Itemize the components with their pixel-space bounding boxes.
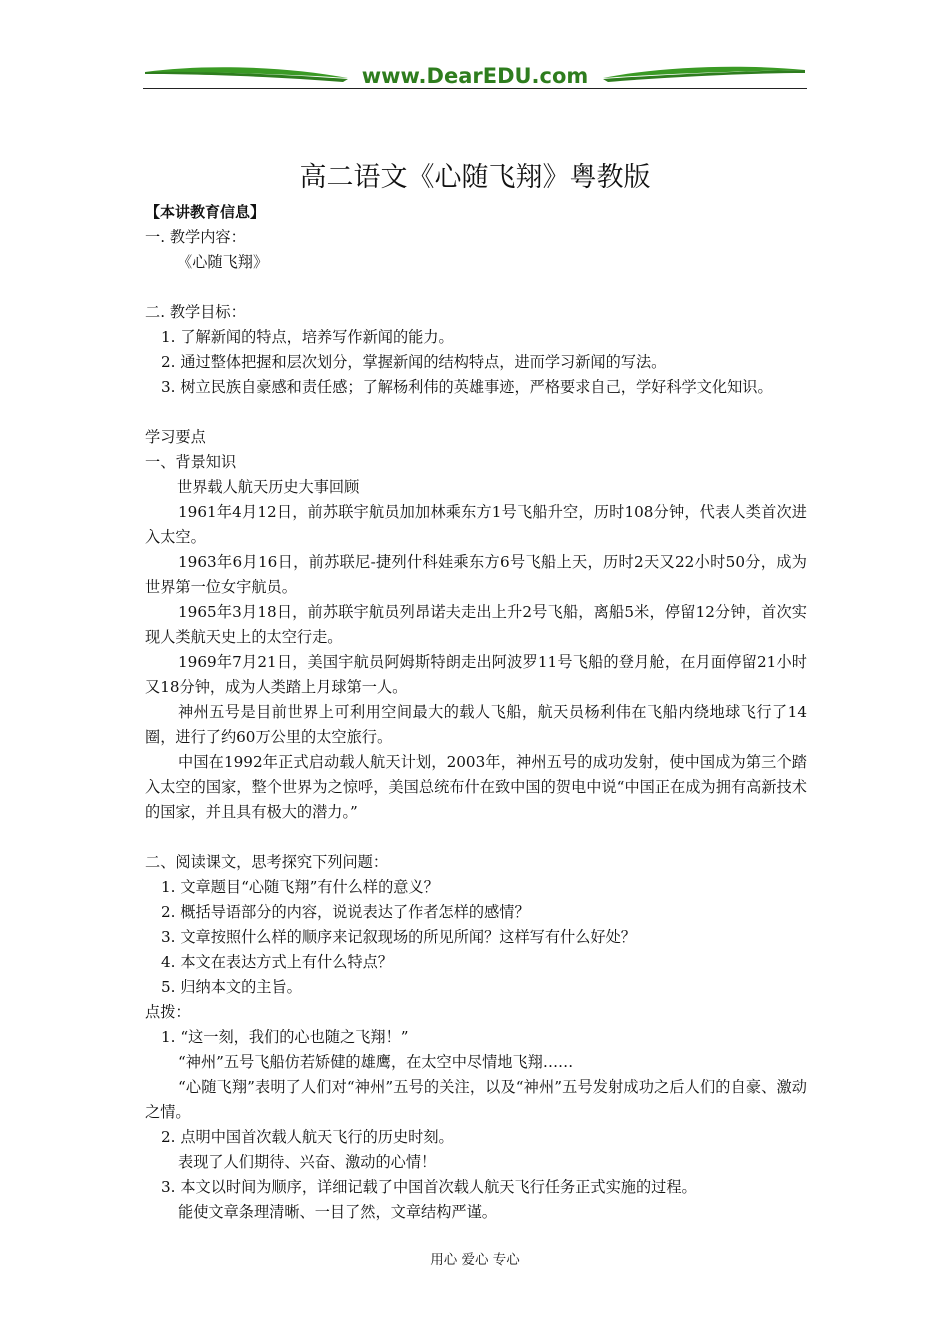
hint-text: “神州”五号飞船仿若矫健的雄鹰，在太空中尽情地飞翔…… xyxy=(178,1053,574,1071)
reading-heading: 二、阅读课文，思考探究下列问题： xyxy=(145,853,388,871)
history-paragraph: 神州五号是目前世界上可利用空间最大的载人飞船，航天员杨利伟在飞船内绕地球飞行了14圈，进行了约60万公里的太空旅行。 xyxy=(145,703,807,746)
history-paragraph: 1969年7月21日，美国宇航员阿姆斯特朗走出阿波罗11号飞船的登月舱，在月面停留21小时又18分钟，成为人类踏上月球第一人。 xyxy=(145,653,807,696)
teaching-content-heading: 一. 教学内容： xyxy=(145,228,246,246)
history-paragraph: 中国在1992年正式启动载人航天计划，2003年，神州五号的成功发射，使中国成为第三个踏入太空的国家，整个世界为之惊呼，美国总统布什在致中国的贺电中说“中国正在成为拥有高新技术的国家，并且具有极大的潜力。” xyxy=(145,753,807,821)
site-logo-text: www.DearEDU.com xyxy=(361,64,589,88)
history-subheading: 世界载人航天历史大事回顾 xyxy=(177,478,360,496)
section-heading: 【本讲教育信息】 xyxy=(145,203,266,221)
question-item: 1. 文章题目“心随飞翔”有什么样的意义？ xyxy=(161,878,439,896)
hint-text: “心随飞翔”表明了人们对“神州”五号的关注，以及“神州”五号发射成功之后人们的自豪、激动之情。 xyxy=(145,1078,807,1121)
hints-heading: 点拨： xyxy=(145,1003,191,1021)
goal-item: 2. 通过整体把握和层次划分，掌握新闻的结构特点，进而学习新闻的写法。 xyxy=(161,353,667,371)
hint-item: 2. 点明中国首次载人航天飞行的历史时刻。 xyxy=(161,1128,454,1146)
header-divider xyxy=(143,88,807,89)
question-item: 5. 归纳本文的主旨。 xyxy=(161,978,302,996)
goal-item: 1. 了解新闻的特点，培养写作新闻的能力。 xyxy=(161,328,454,346)
question-item: 2. 概括导语部分的内容，说说表达了作者怎样的感情？ xyxy=(161,903,530,921)
document-title: 高二语文《心随飞翔》粤教版 xyxy=(299,162,651,193)
key-points-heading: 学习要点 xyxy=(145,428,206,446)
question-item: 4. 本文在表达方式上有什么特点？ xyxy=(161,953,393,971)
question-item: 3. 文章按照什么样的顺序来记叙现场的所见所闻？这样写有什么好处？ xyxy=(161,928,636,946)
history-paragraph: 1965年3月18日，前苏联宇航员列昂诺夫走出上升2号飞船，离船5米，停留12分钟，首次实现人类航天史上的太空行走。 xyxy=(145,603,807,646)
hint-item: 1. “这一刻，我们的心也随之飞翔！” xyxy=(161,1028,409,1046)
hint-item: 3. 本文以时间为顺序，详细记载了中国首次载人航天飞行任务正式实施的过程。 xyxy=(161,1178,697,1196)
document-body xyxy=(145,200,807,1225)
history-paragraph: 1963年6月16日，前苏联尼-捷列什科娃乘东方6号飞船上天，历时2天又22小时50分，成为世界第一位女宇航员。 xyxy=(145,553,807,596)
teaching-content-item: 《心随飞翔》 xyxy=(177,253,269,271)
hint-text: 能使文章条理清晰、一目了然，文章结构严谨。 xyxy=(178,1203,497,1221)
history-paragraph: 1961年4月12日，前苏联宇航员加加林乘东方1号飞船升空，历时108分钟，代表人类首次进入太空。 xyxy=(145,503,807,546)
hint-text: 表现了人们期待、兴奋、激动的心情！ xyxy=(178,1153,437,1171)
page-footer: 用心 爱心 专心 xyxy=(430,1252,520,1268)
goal-item: 3. 树立民族自豪感和责任感；了解杨利伟的英雄事迹，严格要求自己，学好科学文化知识。 xyxy=(161,378,773,396)
teaching-goals-heading: 二. 教学目标： xyxy=(145,303,246,321)
background-heading: 一、背景知识 xyxy=(145,453,237,471)
